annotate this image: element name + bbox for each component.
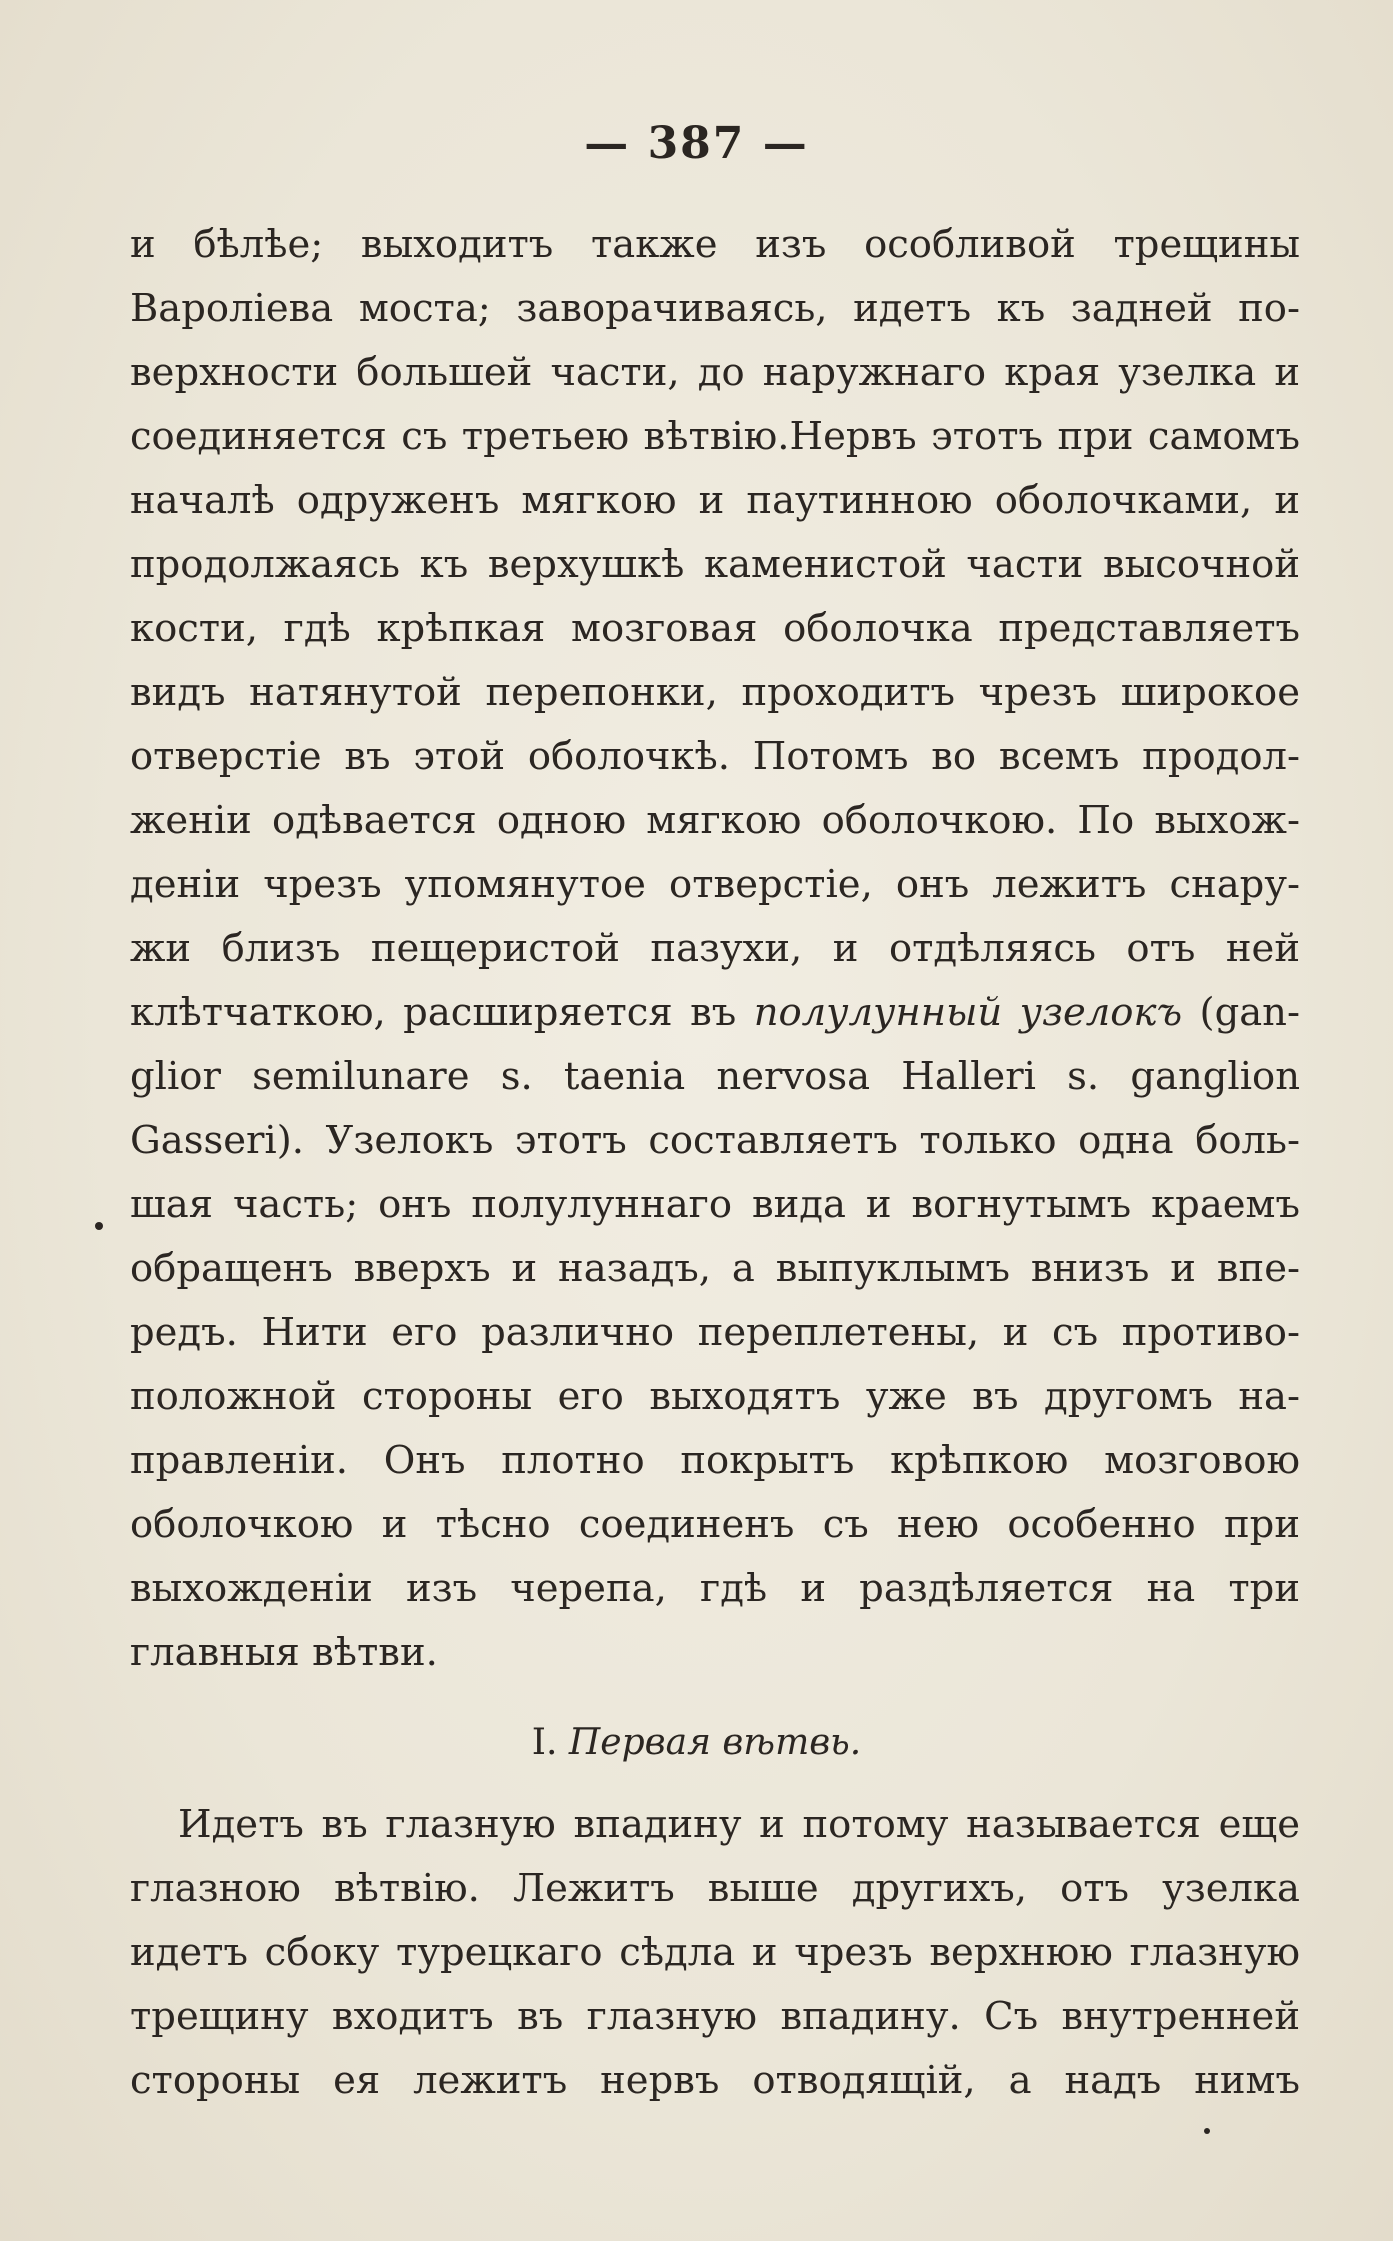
text-line: Gasseri). Узелокъ этотъ составляетъ только одна боль-	[130, 1118, 1300, 1163]
text-line: трещину входитъ въ глазную впадину. Съ внутренней	[130, 1994, 1300, 2039]
text-line: глазною вѣтвію. Лежитъ выше другихъ, отъ узелка	[130, 1866, 1300, 1911]
text-line: кости, гдѣ крѣпкая мозговая оболочка представляетъ	[130, 606, 1300, 651]
italic-term: полулунный узелокъ	[753, 990, 1183, 1035]
text-line: шая часть; онъ полулуннаго вида и вогнутымъ краемъ	[130, 1182, 1300, 1227]
margin-ink-dot	[95, 1222, 103, 1230]
text-line: стороны ея лежитъ нервъ отводящій, а надъ нимъ	[130, 2058, 1300, 2103]
text-line: и бѣлѣе; выходитъ также изъ особливой трещины	[130, 222, 1300, 267]
page-number: — 387 —	[584, 118, 809, 169]
text-line: отверстіе въ этой оболочкѣ. Потомъ во всемъ продол-	[130, 734, 1300, 779]
text-line: женіи одѣвается одною мягкою оболочкою. По выхож-	[130, 798, 1300, 843]
text-line: началѣ одруженъ мягкою и паутинною оболочками, и	[130, 478, 1300, 523]
text-line: оболочкою и тѣсно соединенъ съ нею особенно при	[130, 1502, 1300, 1547]
text-line: glior semilunare s. taenia nervosa Halleri s. ganglion	[130, 1054, 1300, 1099]
text-line: жи близъ пещеристой пазухи, и отдѣляясь отъ ней	[130, 926, 1300, 971]
text-line: соединяется съ третьею вѣтвію.Нервъ этотъ при самомъ	[130, 414, 1300, 459]
text-line: верхности большей части, до наружнаго края узелка и	[130, 350, 1300, 395]
text-line: видъ натянутой перепонки, проходитъ чрезъ широкое	[130, 670, 1300, 715]
text-line: обращенъ вверхъ и назадъ, а выпуклымъ внизъ и впе-	[130, 1246, 1300, 1291]
text-line: идетъ сбоку турецкаго сѣдла и чрезъ верхнюю глазную	[130, 1930, 1300, 1975]
text-line: выхожденіи изъ черепа, гдѣ и раздѣляется на три	[130, 1566, 1300, 1611]
ink-speck	[1204, 2128, 1210, 2134]
section-number: I.	[531, 1722, 558, 1763]
text-line: продолжаясь къ верхушкѣ каменистой части высочной	[130, 542, 1300, 587]
text-line: Идетъ въ глазную впадину и потому называется еще	[178, 1802, 1300, 1847]
text-line: редъ. Нити его различно переплетены, и съ противо-	[130, 1310, 1300, 1355]
text-line: деніи чрезъ упомянутое отверстіе, онъ лежитъ снару-	[130, 862, 1300, 907]
text-line-with-italic	[130, 988, 1300, 1038]
section-title: Первая вѣтвь.	[568, 1722, 862, 1763]
text-run: (gan-	[1182, 990, 1300, 1035]
text-run: клѣтчаткою, расширяется въ	[130, 990, 754, 1035]
text-line: положной стороны его выходятъ уже въ другомъ на-	[130, 1374, 1300, 1419]
text-line: правленіи. Онъ плотно покрытъ крѣпкою мозговою	[130, 1438, 1300, 1483]
text-line: Вароліева моста; заворачиваясь, идетъ къ задней по-	[130, 286, 1300, 331]
section-heading	[0, 1718, 1393, 1768]
text-line: главныя вѣтви.	[130, 1630, 438, 1675]
